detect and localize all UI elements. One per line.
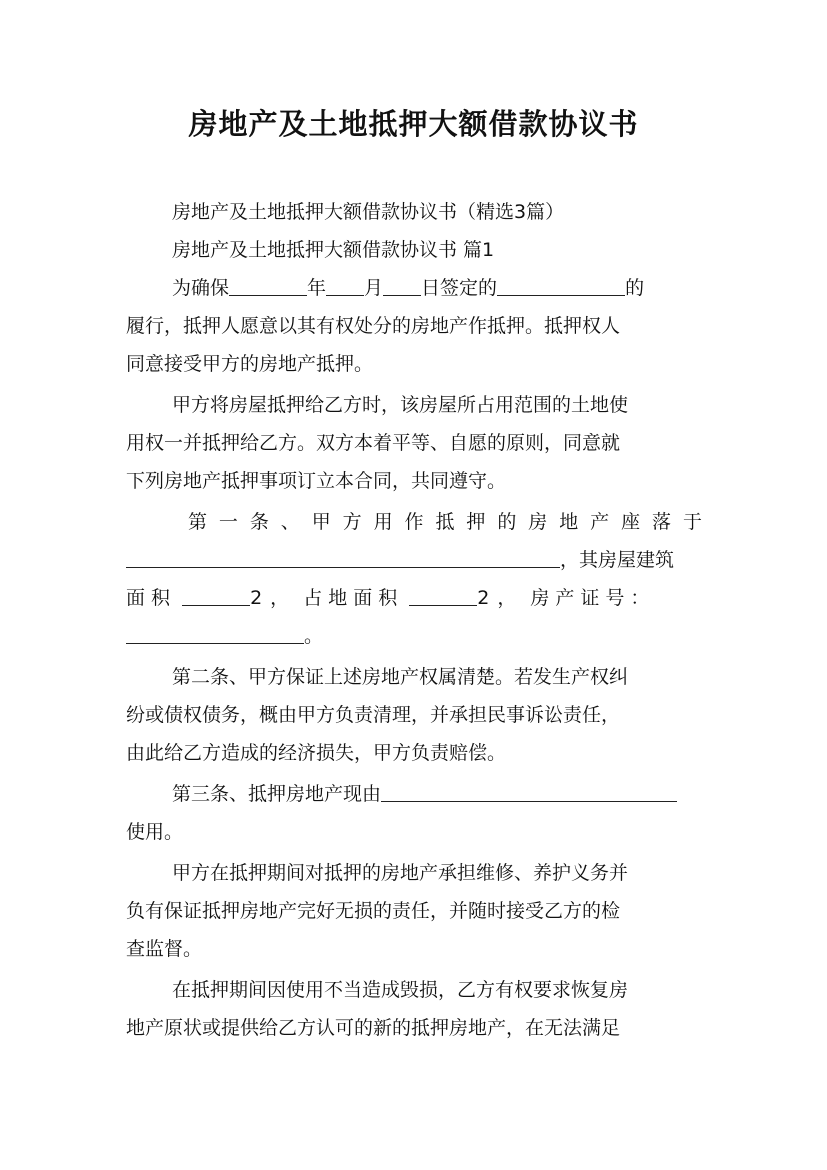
building-area-blank: [182, 587, 250, 606]
para4-line3: 由此给乙方造成的经济损失，甲方负责赔偿。: [126, 742, 507, 764]
para3-text: ，其房屋建筑: [560, 549, 675, 571]
para3-text: 。: [304, 625, 324, 647]
para4-line2: 纷或债权债务，概由甲方负责清理，并承担民事诉讼责任，: [126, 704, 621, 726]
para6-line3: 查监督。: [126, 938, 203, 960]
para1-text: 的: [625, 277, 645, 299]
para6-line2: 负有保证抵押房地产完好无损的责任，并随时接受乙方的检: [126, 900, 621, 922]
para3-text: 房产证号：: [530, 587, 656, 609]
para3-text: 2，: [477, 587, 525, 609]
para1-text: 年: [307, 277, 327, 299]
para7-line1: 在抵押期间因使用不当造成毁损，乙方有权要求恢复房: [172, 979, 629, 1001]
para1-text: 日签定的: [421, 277, 498, 299]
para1-line3: 同意接受甲方的房地产抵押。: [126, 353, 374, 375]
para3-line1: 第一条、甲方用作抵押的房地产座落于: [188, 511, 702, 533]
para1-text: 为确保: [172, 277, 230, 299]
date-month-blank: [326, 277, 364, 296]
para1-line1: [172, 269, 702, 307]
para4-line1: 第二条、甲方保证上述房地产权属清楚。若发生产权纠: [172, 666, 629, 688]
para2-line2: 用权一并抵押给乙方。双方本着平等、自愿的原则，同意就: [126, 432, 621, 454]
para3-line4: [126, 617, 702, 655]
para6-line1: 甲方在抵押期间对抵押的房地产承担维修、养护义务并: [172, 862, 629, 884]
para1-line2: 履行，抵押人愿意以其有权处分的房地产作抵押。抵押权人: [126, 315, 621, 337]
document-title: 房地产及土地抵押大额借款协议书: [188, 107, 639, 141]
date-day-blank: [383, 277, 421, 296]
para3-line3: [126, 579, 702, 617]
para5-text: 第三条、抵押房地产现由: [172, 783, 382, 805]
para1-text: 月: [364, 277, 384, 299]
contract-name-blank: [497, 277, 625, 296]
land-area-blank: [409, 587, 477, 606]
current-user-blank: [381, 783, 677, 802]
para7-line2: 地产原状或提供给乙方认可的新的抵押房地产，在无法满足: [126, 1017, 621, 1039]
para3-text: 2，: [250, 587, 298, 609]
para3-text: 面积: [126, 587, 177, 609]
para5-line1: [172, 775, 702, 813]
para2-line1: 甲方将房屋抵押给乙方时，该房屋所占用范围的土地使: [172, 394, 629, 416]
para5-line2: 使用。: [126, 821, 184, 843]
date-year-blank: [229, 277, 307, 296]
property-location-blank: [126, 549, 560, 568]
para3-line2: [126, 541, 702, 579]
para3-text: 占地面积: [303, 587, 404, 609]
property-certificate-blank: [126, 625, 304, 644]
section-heading: 房地产及土地抵押大额借款协议书 篇1: [172, 239, 495, 261]
para2-line3: 下列房地产抵押事项订立本合同，共同遵守。: [126, 470, 507, 492]
subtitle: 房地产及土地抵押大额借款协议书（精选3篇）: [172, 201, 565, 223]
